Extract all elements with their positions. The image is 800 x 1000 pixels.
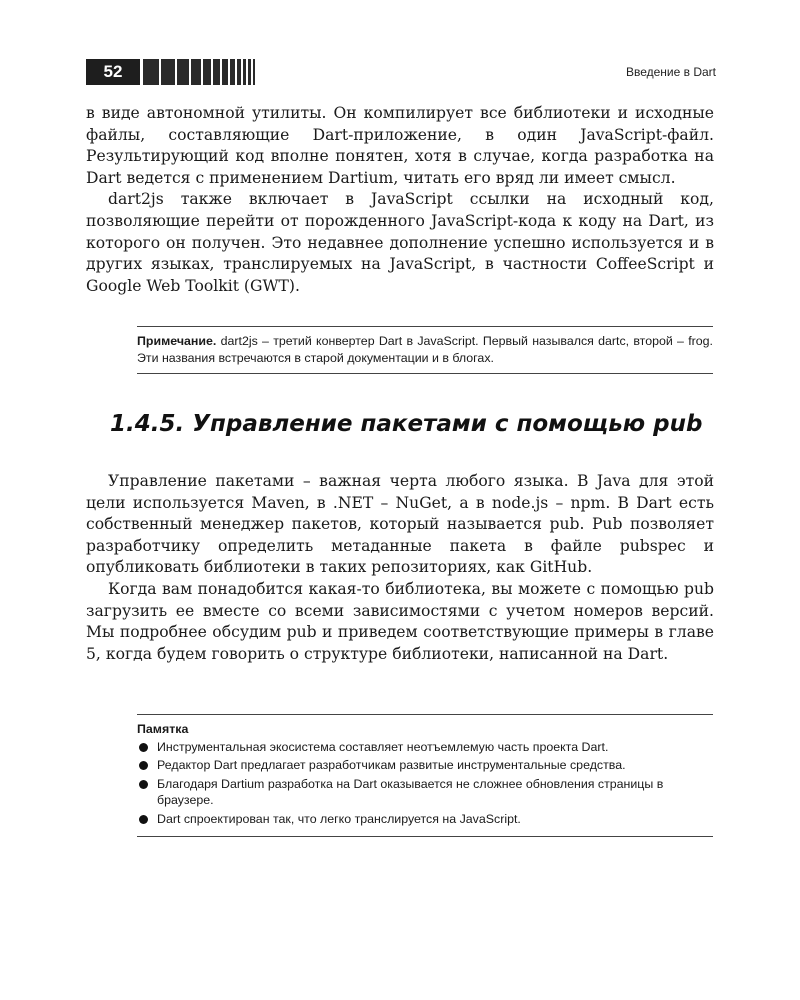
body-text-section <box>86 471 714 665</box>
note-text: dart2js – третий конвертер Dart в JavaScript. Первый назывался dartc, второй – frog. Эти названия встречаются в старой документации и в блогах. <box>137 334 713 365</box>
list-item-text: Инструментальная экосистема составляет неотъемлемую часть проекта Dart. <box>157 739 609 754</box>
list-item-text: Благодаря Dartium разработка на Dart оказывается не сложнее обновления страницы в браузере. <box>157 776 664 807</box>
note-box <box>137 326 713 374</box>
memo-title: Памятка <box>137 722 189 736</box>
list-item <box>137 757 713 774</box>
page-header <box>86 59 716 87</box>
list-item <box>137 776 713 809</box>
paragraph: в виде автономной утилиты. Он компилирует все библиотеки и исходные файлы, составляющие Dart-приложение, в один JavaScript-файл. Результирующий код вполне понятен, хотя в случае, когда разработка на Dart ведется с применением Dartium, читать его вряд ли имеет смысл. <box>86 104 714 187</box>
page-number: 52 <box>86 59 140 85</box>
memo-box <box>137 714 713 837</box>
note-label: Примечание. <box>137 334 217 348</box>
list-item-text: Редактор Dart предлагает разработчикам развитые инструментальные средства. <box>157 758 626 772</box>
list-item <box>137 739 713 756</box>
paragraph: dart2js также включает в JavaScript ссылки на исходный код, позволяющие перейти от порожденного JavaScript-кода к коду на Dart, из которого он получен. Это недавнее дополнение успешно используется и в других языках, транслируемых на JavaScript, в частности CoffeeScript и Google Web Toolkit (GWT). <box>86 190 714 295</box>
memo-list <box>137 739 713 828</box>
body-text-top <box>86 103 714 297</box>
paragraph: Управление пакетами – важная черта любого языка. В Java для этой цели используется Maven, в .NET – NuGet, а в node.js – npm. В Dart есть собственный менеджер пакетов, который называется pub. Pub позволяет разработчику определить метаданные пакета в файле pubspec и опубликовать библиотеки в таких репозиториях, как GitHub. <box>86 472 714 577</box>
list-item <box>137 811 713 828</box>
header-decoration-bars <box>143 59 255 85</box>
bullet-icon <box>139 743 148 752</box>
running-title: Введение в Dart <box>625 65 716 79</box>
section-heading: 1.4.5. Управление пакетами с помощью pub <box>110 411 703 437</box>
bullet-icon <box>139 761 148 770</box>
paragraph: Когда вам понадобится какая-то библиотека, вы можете с помощью pub загрузить ее вместе со всеми зависимостями с учетом номеров версий. Мы подробнее обсудим pub и приведем соответствующие примеры в главе 5, когда будем говорить о структуре библиотеки, написанной на Dart. <box>86 579 714 663</box>
bullet-icon <box>139 815 148 824</box>
list-item-text: Dart спроектирован так, что легко транслируется на JavaScript. <box>157 811 521 826</box>
bullet-icon <box>139 780 148 789</box>
